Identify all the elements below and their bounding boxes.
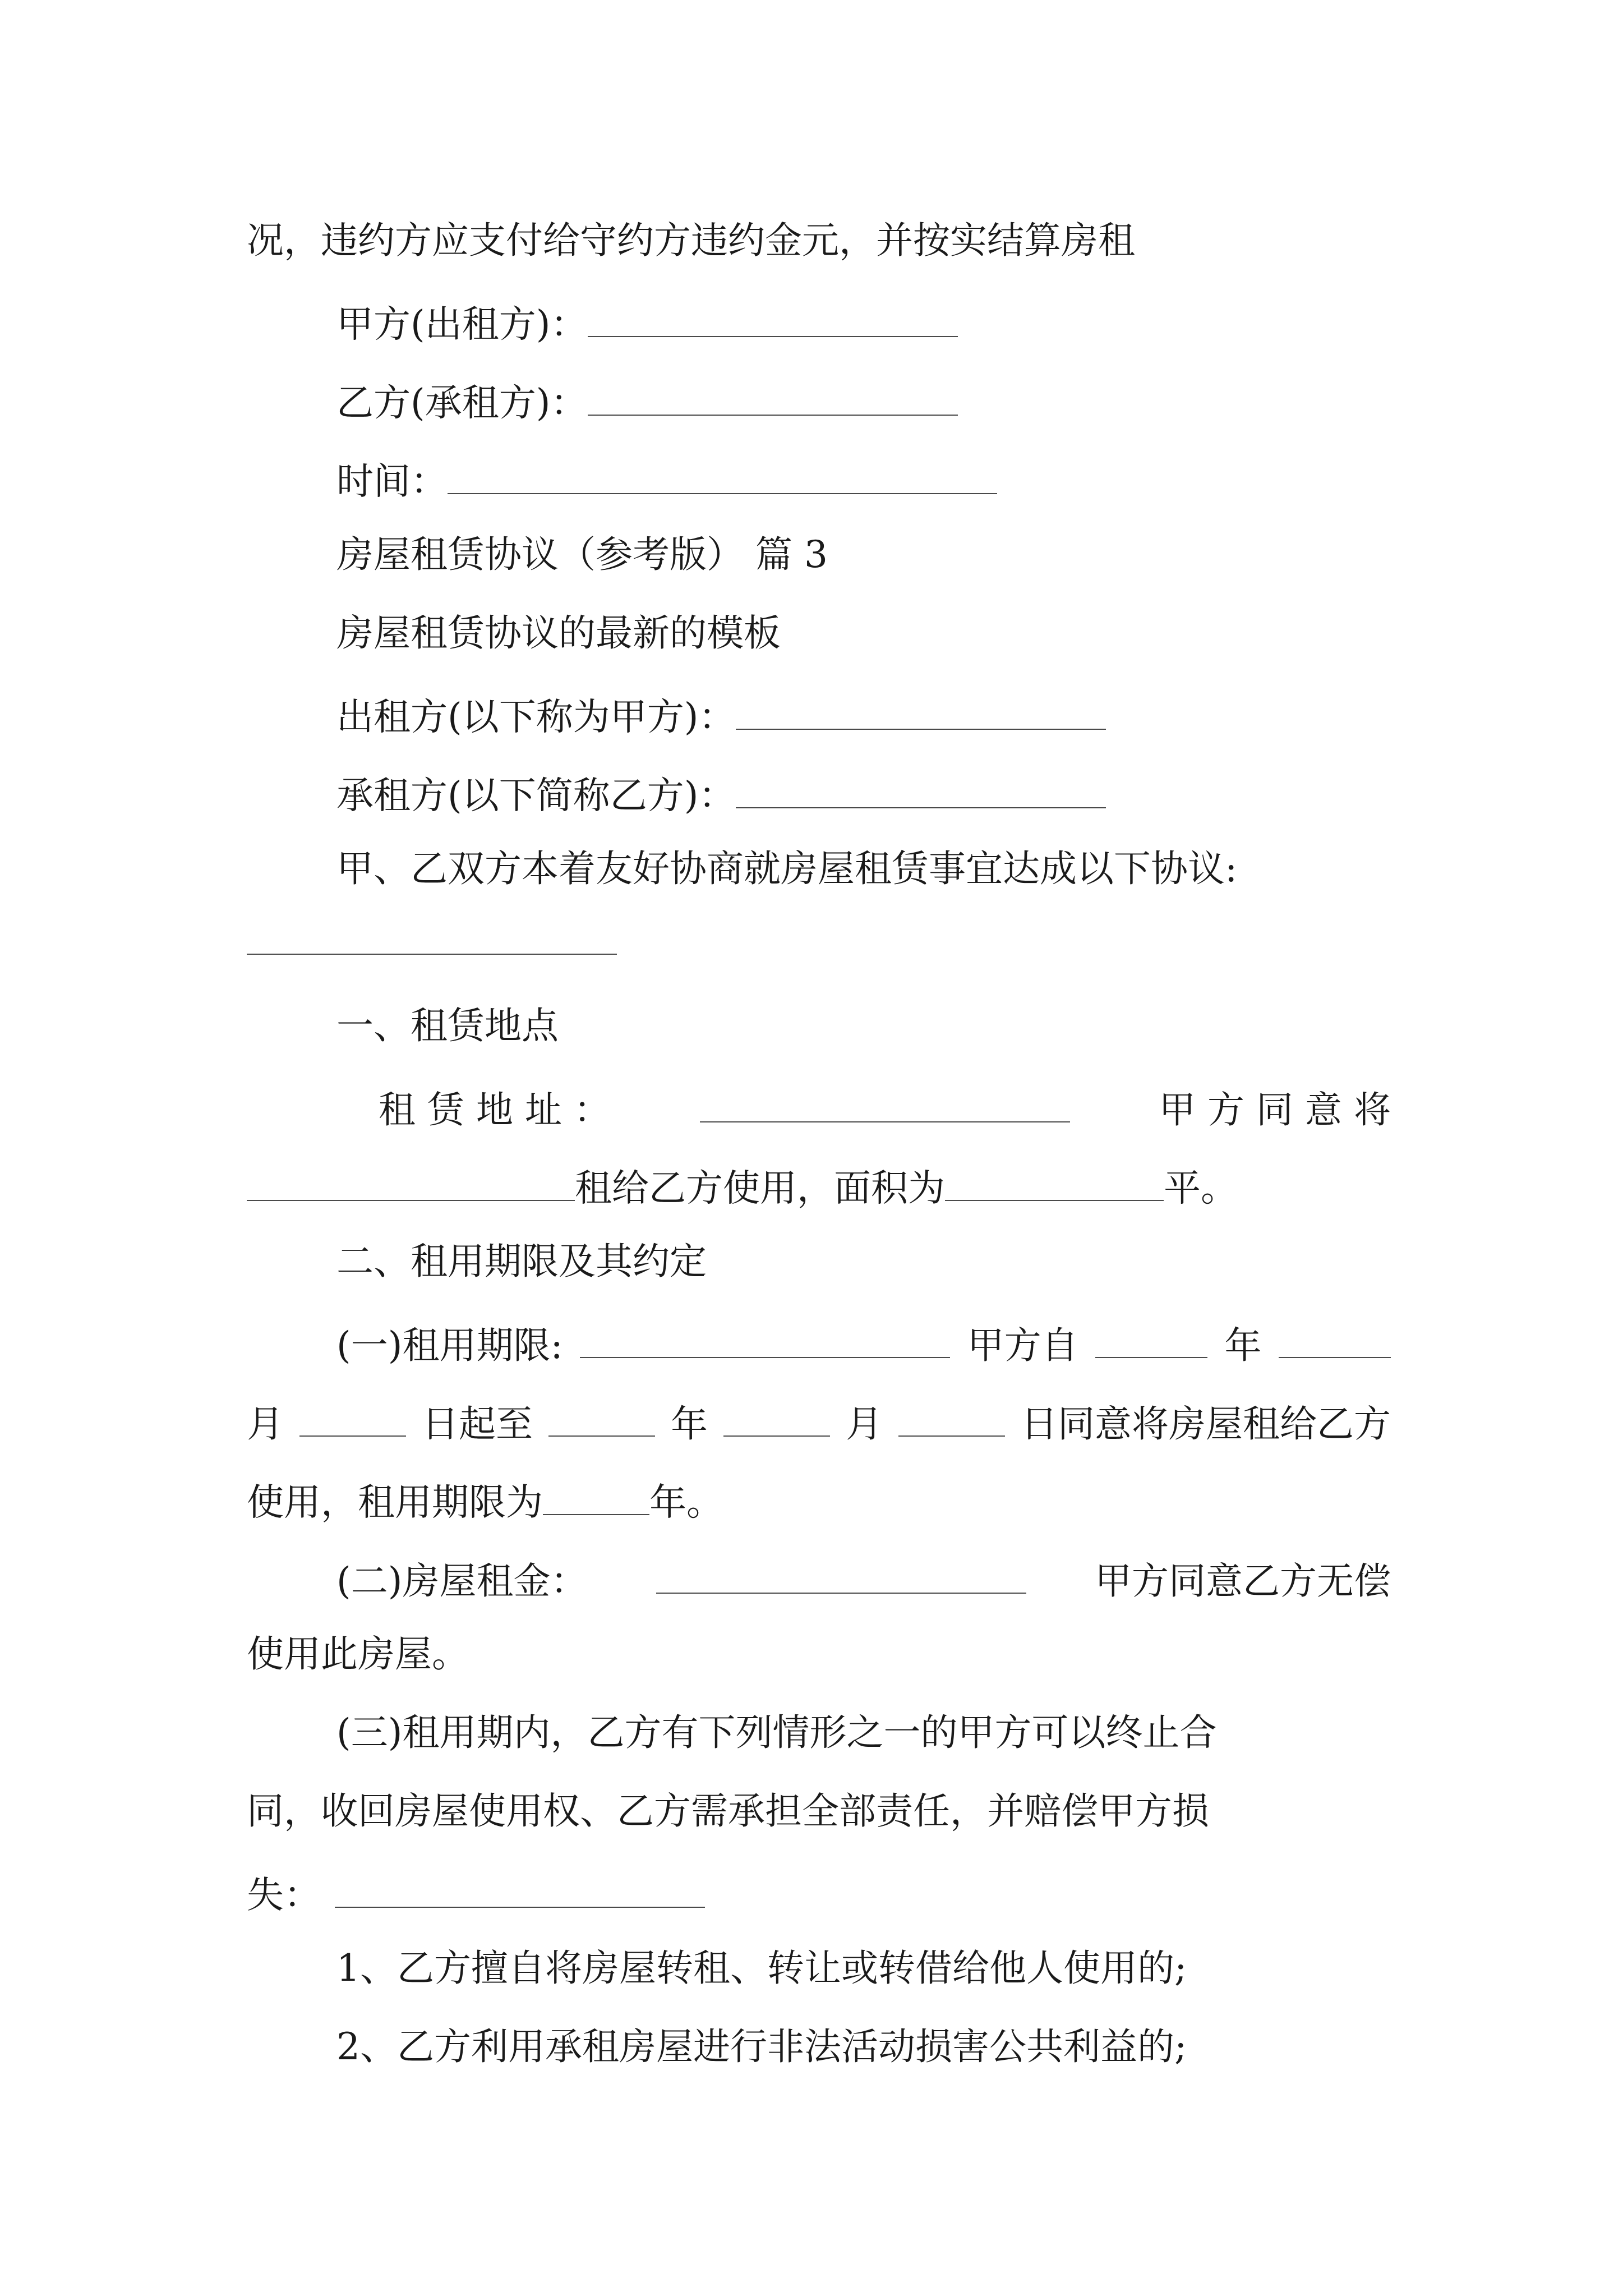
agreement-intro: 甲、乙双方本着友好协商就房屋租赁事宜达成以下协议: bbox=[336, 847, 1238, 890]
party-b-label: 乙方(承租方)： bbox=[336, 381, 588, 425]
section-2-heading: 二、租用期限及其约定 bbox=[336, 1240, 707, 1283]
lessor-label: 出租方(以下称为甲方)： bbox=[336, 695, 736, 739]
party-b-blank bbox=[588, 379, 958, 416]
rent-line bbox=[247, 1557, 1391, 1603]
lease-address-line bbox=[247, 1086, 1391, 1129]
lessee-blank bbox=[736, 772, 1106, 808]
lease-term-label: (一)租用期限: bbox=[336, 1323, 563, 1367]
lease-period-blank bbox=[543, 1479, 649, 1515]
lessor-line bbox=[336, 693, 1106, 739]
end-year-label: 年 bbox=[671, 1402, 708, 1446]
time-label: 时间： bbox=[336, 459, 448, 503]
lease-term-line bbox=[247, 1322, 1391, 1367]
lease-address-label: 租 赁 地 址 ： bbox=[379, 1088, 611, 1131]
lease-address-blank bbox=[700, 1086, 1070, 1122]
lease-dates-tail: 日同意将房屋租给乙方 bbox=[1021, 1402, 1391, 1446]
lease-period-line bbox=[247, 1479, 723, 1524]
text-line: 同，收回房屋使用权、乙方需承担全部责任，并赔偿甲方损 bbox=[247, 1789, 1209, 1833]
lease-dates-line bbox=[247, 1400, 1391, 1446]
property-blank bbox=[247, 1165, 575, 1201]
clause-3-line: (三)租用期内，乙方有下列情形之一的甲方可以终止合 bbox=[336, 1711, 1217, 1754]
loss-blank bbox=[335, 1871, 705, 1908]
lessee-label: 承租方(以下简称乙方)： bbox=[336, 774, 736, 817]
section-1-heading: 一、租赁地点 bbox=[336, 1004, 559, 1047]
party-a-line bbox=[336, 301, 958, 346]
year-label: 年 bbox=[1224, 1323, 1262, 1367]
lessor-blank bbox=[736, 693, 1106, 730]
text-line: 况，违约方应支付给守约方违约金元，并按实结算房租 bbox=[247, 219, 1135, 262]
rent-label: (二)房屋租金： bbox=[336, 1559, 588, 1603]
loss-label: 失： bbox=[247, 1873, 321, 1917]
party-a-blank bbox=[588, 301, 958, 337]
rent-blank bbox=[656, 1557, 1026, 1594]
area-text: 租给乙方使用，面积为 bbox=[575, 1166, 945, 1210]
lease-period-label: 使用，租用期限为 bbox=[247, 1480, 543, 1524]
end-month-label: 月 bbox=[846, 1402, 883, 1446]
list-item: 2、乙方利用承租房屋进行非法活动损害公共利益的; bbox=[336, 2025, 1187, 2068]
rent-tail: 甲方同意乙方无偿 bbox=[1095, 1559, 1391, 1603]
month-label: 月 bbox=[247, 1402, 284, 1446]
time-line bbox=[336, 458, 997, 503]
start-day-blank bbox=[299, 1400, 406, 1437]
document-title: 房屋租赁协议的最新的模板 bbox=[336, 611, 781, 655]
end-year-blank bbox=[548, 1400, 655, 1437]
lease-term-from: 甲方自 bbox=[967, 1323, 1078, 1367]
text-line: 使用此房屋。 bbox=[247, 1632, 469, 1676]
lease-period-unit: 年。 bbox=[649, 1480, 723, 1524]
lease-term-blank bbox=[580, 1322, 950, 1358]
lease-address-tail: 甲 方 同 意 将 bbox=[1159, 1088, 1391, 1131]
party-b-line bbox=[336, 379, 958, 425]
section-heading: 房屋租赁协议（参考版） 篇 3 bbox=[336, 533, 828, 576]
end-day-blank bbox=[898, 1400, 1005, 1437]
standalone-blank bbox=[247, 954, 617, 955]
start-to-label: 日起至 bbox=[422, 1402, 533, 1446]
time-blank bbox=[448, 458, 997, 494]
list-item: 1、乙方擅自将房屋转租、转让或转借给他人使用的; bbox=[336, 1947, 1187, 1990]
area-unit: 平。 bbox=[1164, 1166, 1238, 1210]
end-month-blank bbox=[723, 1400, 830, 1437]
loss-line bbox=[247, 1871, 705, 1917]
area-blank bbox=[945, 1165, 1164, 1201]
lessee-line bbox=[336, 772, 1106, 815]
party-a-label: 甲方(出租方)： bbox=[336, 302, 588, 346]
start-month-blank bbox=[1279, 1322, 1391, 1358]
area-line bbox=[247, 1165, 1238, 1210]
start-year-blank bbox=[1095, 1322, 1207, 1358]
